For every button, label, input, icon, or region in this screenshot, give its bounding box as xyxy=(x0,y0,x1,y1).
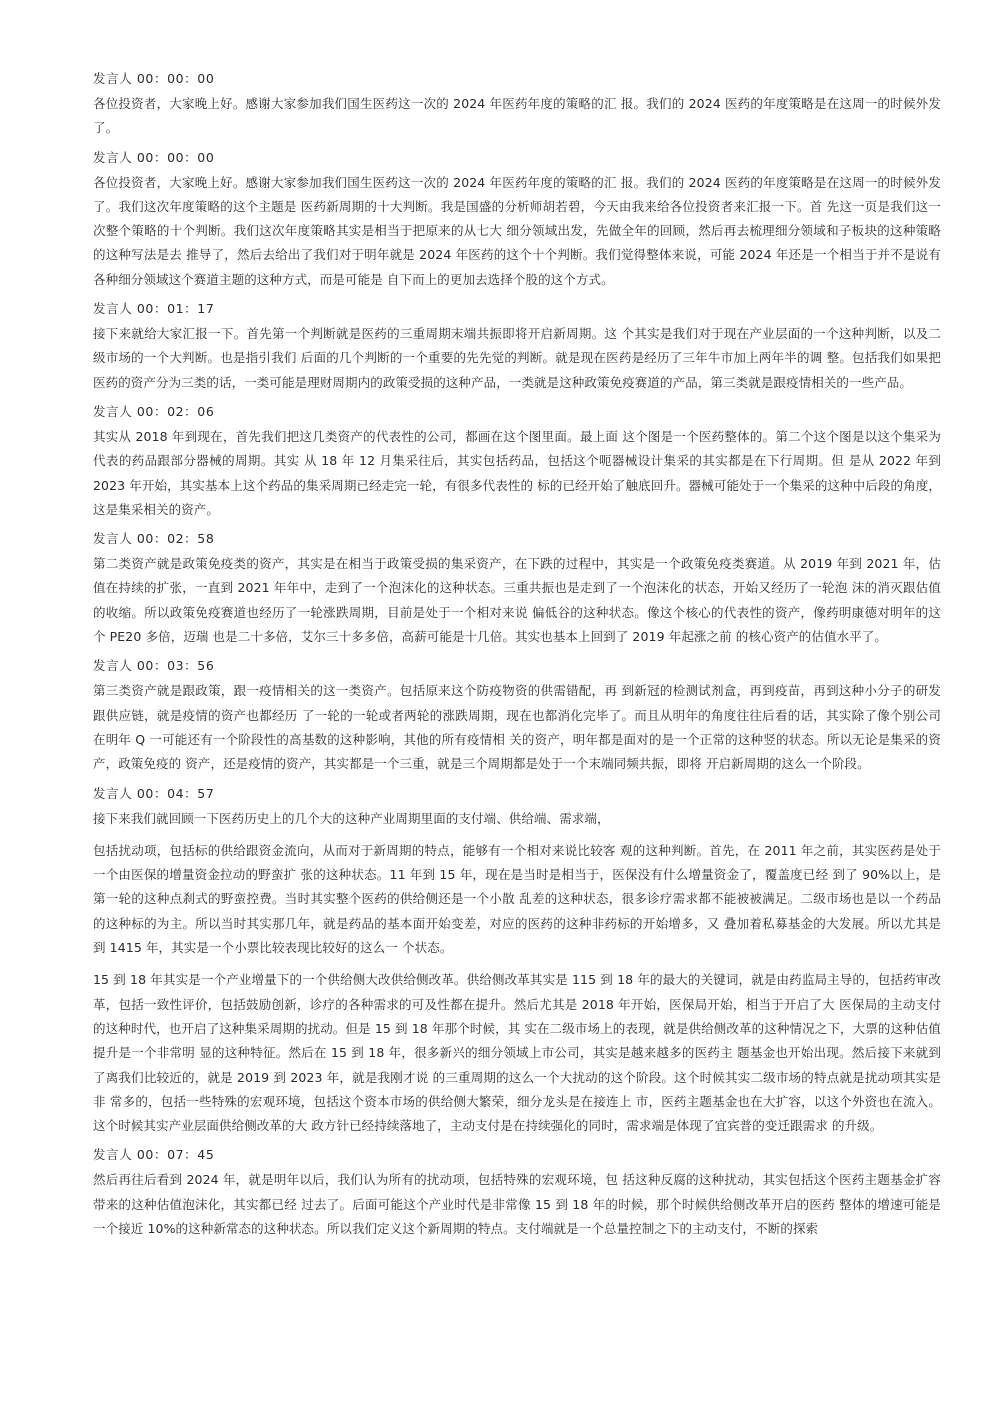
speaker-timestamp: 发言人 00：03：56 xyxy=(93,658,215,674)
speaker-timestamp: 发言人 00：00：00 xyxy=(93,71,215,86)
speaker-timestamp: 发言人 00：04：57 xyxy=(93,785,215,801)
transcript-segment-continued xyxy=(93,968,941,1138)
segment-text: 各位投资者，大家晚上好。感谢大家参加我们国生医药这一次的 2024 年医药年度的策略的汇 报。我们的 2024 医药的年度策略是在这周一的时候外发了。我们这次年度策略的这个主题是 医药新周期的十大判断。我是国盛的分析师胡若碧，今天由我来给各位投资者来汇报一下。首 先这一页是我们这一次整个策略的十个判断。我们这次年度策略其实是相当于把原来的从七大 细分领域出发，先做全年的回顾，然后再去梳理细分领域和子板块的这种策略的这种写法是去 推导了，然后去给出了我们对于明年就是 2024 年医药的这个十个判断。我们觉得整体来说，可能 2024 年还是一个相当于并不是说有各种细分领域这个赛道主题的这种方式，而是可能是 自下而上的更加去选择个股的这个方式。 xyxy=(93,174,941,287)
segment-text: 然后再往后看到 2024 年，就是明年以后，我们认为所有的扰动项，包括特殊的宏观环境，包 括这种反腐的这种扰动，其实包括这个医药主题基金扩容带来的这种估值泡沫化，其实都已经 过去了。后面可能这个产业时代是非常像 15 到 18 年的时候，那个时候供给侧改革开启的医药 整体的增速可能是一个接近 10%的这种新常态的这种状态。所以我们定义这个新周期的特点。支付端就是一个总量控制之下的主动支付，不断的探索 xyxy=(93,1172,941,1236)
transcript-segment xyxy=(93,657,941,776)
transcript-segment xyxy=(93,403,941,522)
transcript-segment xyxy=(93,839,941,960)
speaker-timestamp: 发言人 00：02：06 xyxy=(93,403,215,419)
segment-text: 第三类资产就是跟政策，跟一疫情相关的这一类资产。包括原来这个防疫物资的供需错配，再 到新冠的检测试剂盒，再到疫苗，再到这种小分子的研发跟供应链，就是疫情的资产也都经历 了一轮的一轮或者两轮的涨跌周期，现在也都消化完毕了。而且从明年的角度往往后看的话，其实除了像个别公司在明年 Q 一可能还有一个阶段性的高基数的这种影响，其他的所有疫情相 关的资产，明年都是面对的是一个正常的这种竖的状态。所以无论是集采的资产，政策免疫的 资产，还是疫情的资产，其实都是一个三重，就是三个周期都是处于一个末端同频共振，即将 开启新周期的这么一个阶段。 xyxy=(93,683,941,772)
transcript-segment xyxy=(93,530,941,649)
segment-text: 接下来我们就回顾一下医药历史上的几个大的这种产业周期里面的支付端、供给端、需求端， xyxy=(93,810,610,826)
transcript-segment xyxy=(93,1146,941,1241)
segment-text: 15 到 18 年其实是一个产业增量下的一个供给侧大改供给侧改革。供给侧改革其实是 115 到 18 年的最大的关键词，就是由药监局主导的，包括药审改革，包括一致性评价，包括鼓励创新，诊疗的各种需求的可及性都在提升。然后尤其是 2018 年开始，医保局开始，相当于开启了大 医保局的主动支付的这种时代，也开启了这种集采周期的扰动。但是 15 到 18 年那个时候，其 实在二级市场上的表现，就是供给侧改革的这种情况之下，大票的这种估值提升是一个非常明 显的这种特征。然后在 15 到 18 年，很多新兴的细分领域上市公司，其实是越来越多的医药主 题基金也开始出现。然后接下来就到了离我们比较近的，就是 2019 到 2023 年，就是我刚才说 的三重周期的这么一个大扰动的这个阶段。这个时候其实二级市场的特点就是扰动项其实是非 常多的，包括一些特殊的宏观环境，包括这个资本市场的供给侧大繁荣，细分龙头是在接连上 市，医药主题基金也在大扩容，以这个外资也在流入。这个时候其实产业层面供给侧改革的大 政方针已经持续落地了，主动支付是在持续强化的同时，需求端是体现了宜宾普的变迁跟需求 的升级。 xyxy=(93,972,941,1134)
segment-text: 接下来就给大家汇报一下。首先第一个判断就是医药的三重周期末端共振即将开启新周期。这 个其实是我们对于现在产业层面的一个这种判断，以及二级市场的一个大判断。也是指引我们 后面的几个判断的一个重要的先先觉的判断。就是现在医药是经历了三年牛市加上两年半的调 整。包括我们如果把医药的资产分为三类的话，一类可能是理财周期内的政策受损的这种产品，一类就是这种政策免疫赛道的产品，第三类就是跟疫情相关的一些产品。 xyxy=(93,326,941,390)
segment-text: 包括扰动项，包括标的供给跟资金流向，从而对于新周期的特点，能够有一个相对来说比较客 观的这种判断。首先，在 2011 年之前，其实医药是处于一个由医保的增量资金拉动的野蛮扩 张的这种状态。11 年到 15 年，现在是当时是相当于，医保没有什么增量资金了，覆盖度已经 到了 90%以上，是第一轮的这种点刹式的野蛮控费。当时其实整个医药的供给侧还是一个小散 乱差的这种状态，很多诊疗需求都不能被被满足。二级市场也是以一个药品的这种标的为主。所以当时其实那几年，就是药品的基本面开始变差，对应的医药的这种非药标的开始增多，又 叠加着私募基金的大发展。所以尤其是到 1415 年，其实是一个小票比较表现比较好的这么一 个状态。 xyxy=(93,842,941,956)
speaker-timestamp: 发言人 00：00：00 xyxy=(93,149,215,165)
transcript-segment xyxy=(93,785,941,831)
speaker-timestamp: 发言人 00：07：45 xyxy=(93,1147,215,1163)
speaker-timestamp: 发言人 00：01：17 xyxy=(93,301,215,317)
transcript-segment xyxy=(93,149,941,292)
segment-text: 各位投资者，大家晚上好。感谢大家参加我们国生医药这一次的 2024 年医药年度的策略的汇 报。我们的 2024 医药的年度策略是在这周一的时候外发了。 xyxy=(93,96,941,136)
speaker-timestamp: 发言人 00：02：58 xyxy=(93,531,215,547)
segment-text: 其实从 2018 年到现在，首先我们把这几类资产的代表性的公司，都画在这个图里面。最上面 这个图是一个医药整体的。第二个这个图是以这个集采为代表的药品跟部分器械的周期。其实 从 18 年 12 月集采往后，其实包括药品，包括这个呃器械设计集采的其实都是在下行周期。但 是从 2022 年到 2023 年开始，其实基本上这个药品的集采周期已经走完一轮，有很多代表性的 标的已经开始了触底回升。器械可能处于一个集采的这种中后段的角度，这是集采相关的资产。 xyxy=(93,428,941,517)
transcript-segment xyxy=(93,300,941,395)
segment-text: 第二类资产就是政策免疫类的资产，其实是在相当于政策受损的集采资产，在下跌的过程中，其实是一个政策免疫类赛道。从 2019 年到 2021 年，估值在持续的扩张，一直到 2021 年年中，走到了一个泡沫化的这种状态。三重共振也是走到了一个泡沫化的状态，开始又经历了一轮泡 沫的消灭跟估值的收缩。所以政策免疫赛道也经历了一轮涨跌周期，目前是处于一个相对来说 偏低谷的这种状态。像这个核心的代表性的资产，像药明康德对明年的这个 PE20 多倍，迈瑞 也是二十多倍，艾尔三十多多倍，高薪可能是十几倍。其实也基本上回到了 2019 年起涨之前 的核心资产的估值水平了。 xyxy=(93,556,941,645)
transcript-page xyxy=(93,70,941,1249)
transcript-segment xyxy=(93,70,941,141)
